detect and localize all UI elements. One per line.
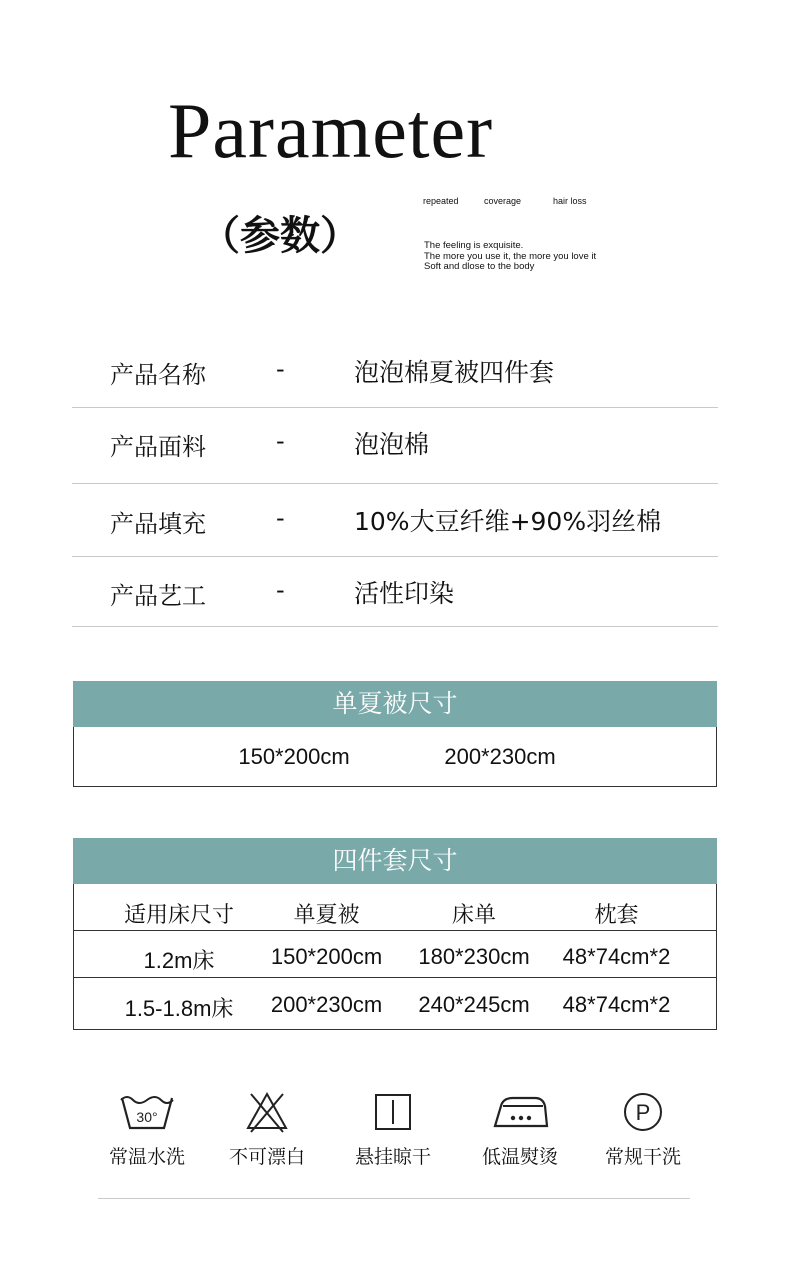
dry-clean-letter: P (635, 1100, 651, 1125)
table-cell: 200*230cm (270, 992, 383, 1017)
wash-30-icon (92, 1090, 202, 1134)
size-cell: 150*200cm (238, 744, 350, 769)
param-value: 10%大豆纤维+90%羽丝棉 (354, 507, 662, 536)
param-label: 产品面料 (110, 433, 206, 461)
bottom-divider (98, 1198, 690, 1199)
iron-low-icon (465, 1090, 575, 1134)
param-row-fabric (72, 407, 718, 484)
param-value: 活性印染 (354, 579, 455, 608)
care-item-wash (92, 1090, 202, 1169)
care-item-hang-dry (338, 1090, 448, 1169)
page-subtitle: （参数） (200, 213, 360, 259)
tagline-line: Soft and dlose to the body (424, 261, 535, 272)
dry-clean-icon (588, 1090, 698, 1134)
tag-coverage: coverage (484, 196, 522, 206)
table-cell: 150*200cm (270, 944, 383, 969)
care-label: 常规干洗 (604, 1146, 681, 1168)
param-row-name (72, 335, 718, 408)
care-label: 不可漂白 (228, 1146, 305, 1168)
param-row-filling (72, 484, 718, 557)
param-label: 产品名称 (110, 361, 206, 389)
param-dash: - (276, 427, 285, 455)
tagline-line: The more you use it, the more you love it (424, 250, 597, 262)
param-value: 泡泡棉夏被四件套 (354, 358, 555, 387)
param-dash: - (276, 355, 285, 383)
tagline-line: The feeling is exquisite. (424, 240, 524, 251)
param-label: 产品艺工 (110, 582, 206, 610)
table-cell: 48*74cm*2 (562, 944, 671, 969)
column-header: 床单 (451, 902, 496, 927)
care-label: 常温水洗 (108, 1146, 185, 1168)
tag-repeated: repeated (423, 196, 459, 206)
care-item-iron (465, 1090, 575, 1169)
four-piece-table (73, 838, 717, 1030)
care-item-dry-clean (588, 1090, 698, 1169)
param-dash: - (276, 576, 285, 604)
table-cell: 48*74cm*2 (562, 992, 671, 1017)
param-dash: - (276, 504, 285, 532)
care-label: 低温熨烫 (481, 1146, 558, 1168)
table-cell: 1.2m床 (143, 948, 215, 973)
param-row-craft (72, 556, 718, 627)
param-value: 泡泡棉 (354, 430, 430, 459)
wash-temp-text: 30° (136, 1109, 158, 1125)
size-cell: 200*230cm (444, 744, 556, 769)
single-quilt-title: 单夏被尺寸 (73, 681, 717, 727)
column-header: 枕套 (594, 902, 639, 927)
hang-dry-icon (338, 1090, 448, 1134)
tag-hair-loss: hair loss (553, 196, 587, 206)
column-header: 单夏被 (293, 902, 360, 927)
no-bleach-icon (212, 1090, 322, 1134)
row-divider (74, 977, 716, 978)
care-item-no-bleach (212, 1090, 322, 1169)
single-quilt-table (73, 681, 717, 787)
tagline (424, 241, 596, 273)
table-cell: 240*245cm (418, 992, 530, 1017)
page-title: Parameter (168, 87, 494, 174)
row-divider (74, 930, 716, 931)
care-label: 悬挂晾干 (354, 1146, 431, 1168)
column-header: 适用床尺寸 (123, 902, 234, 927)
table-cell: 180*230cm (418, 944, 530, 969)
param-label: 产品填充 (110, 510, 206, 538)
table-cell: 1.5-1.8m床 (124, 996, 234, 1021)
four-piece-title: 四件套尺寸 (73, 838, 717, 884)
